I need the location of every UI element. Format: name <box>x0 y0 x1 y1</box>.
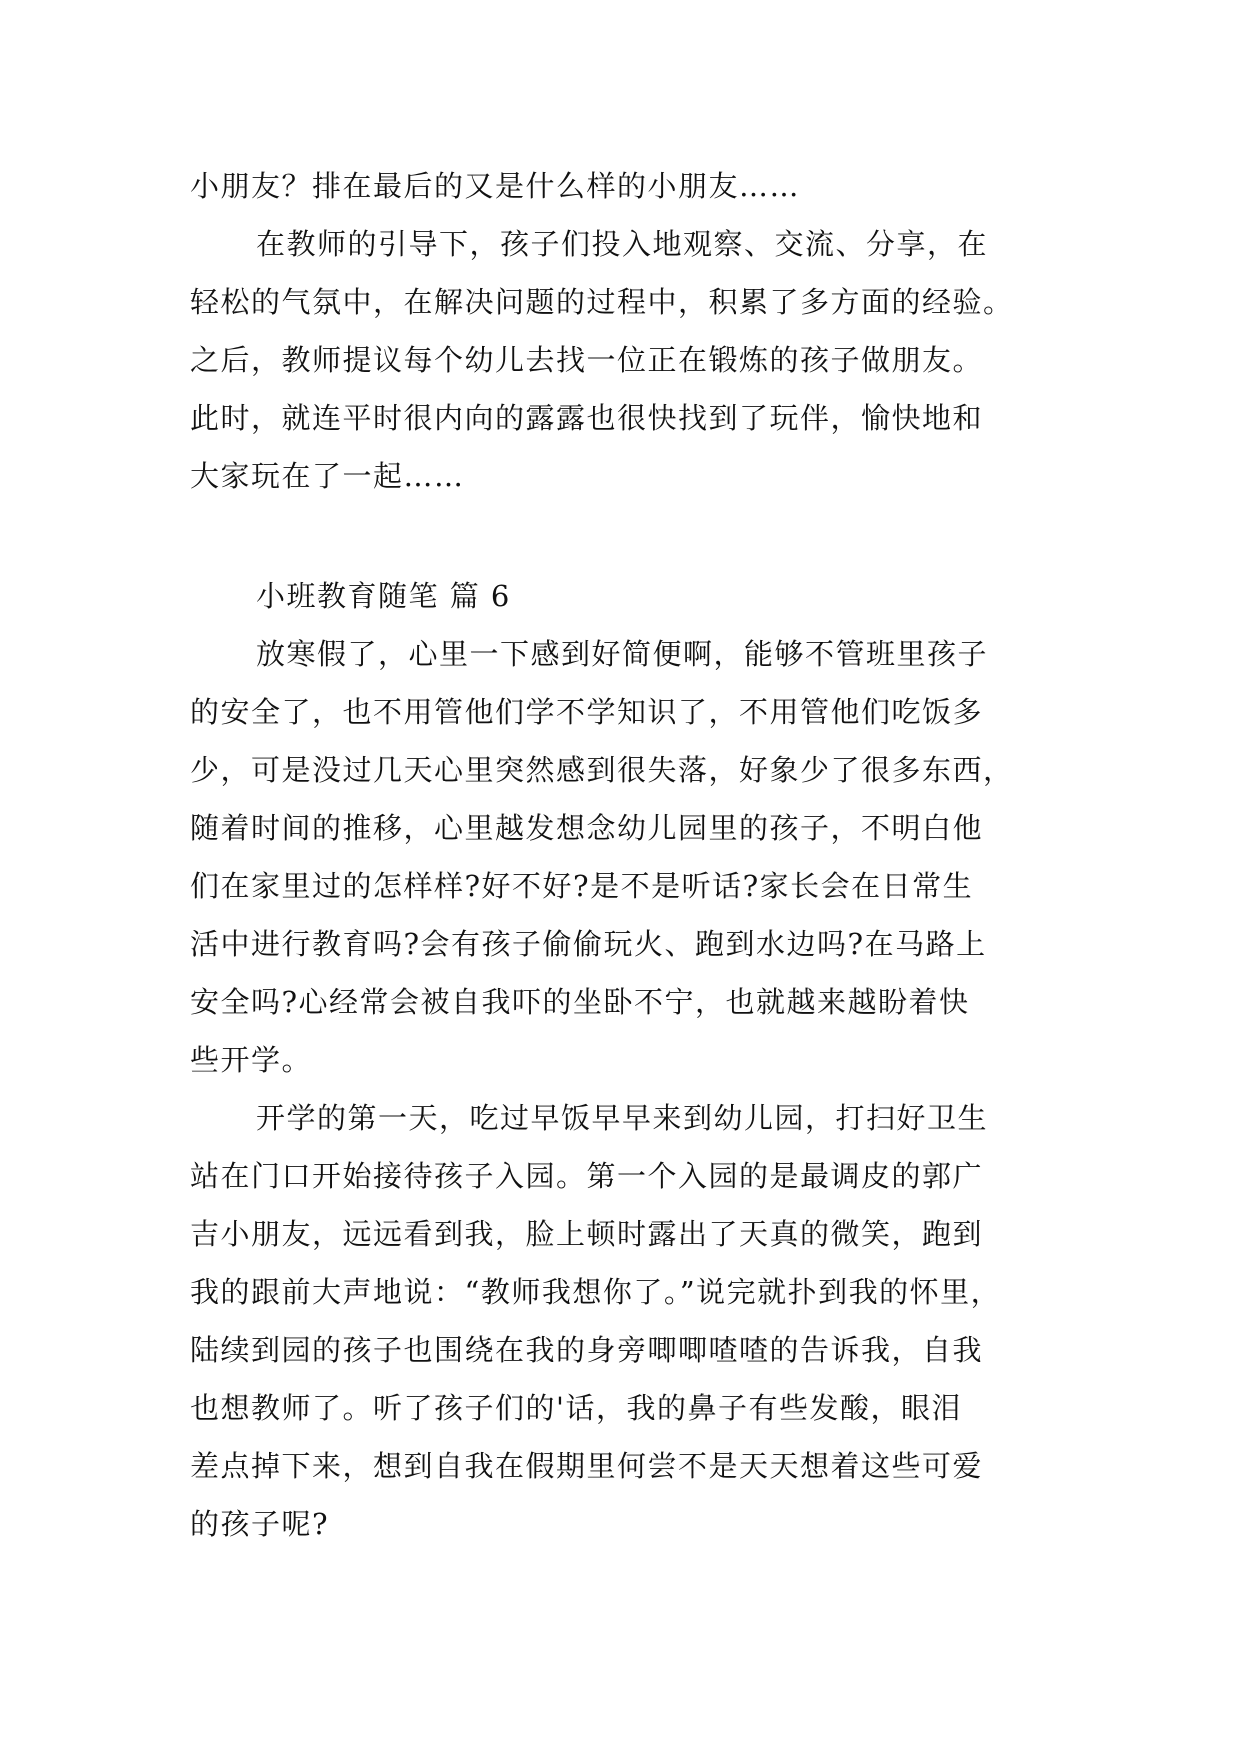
paragraph-line: 差点掉下来，想到自我在假期里何尝不是天天想着这些可爱 <box>190 1449 984 1483</box>
paragraph-line: 活中进行教育吗?会有孩子偷偷玩火、跑到水边吗?在马路上 <box>190 927 987 961</box>
paragraph-line: 站在门口开始接待孩子入园。第一个入园的是最调皮的郭广 <box>190 1159 984 1193</box>
paragraph-line: 轻松的气氛中，在解决问题的过程中，积累了多方面的经验。 <box>190 285 1014 319</box>
paragraph-line: 也想教师了。听了孩子们的'话，我的鼻子有些发酸，眼泪 <box>190 1391 962 1425</box>
paragraph-line: 随着时间的推移，心里越发想念幼儿园里的孩子，不明白他 <box>190 811 984 845</box>
paragraph-line: 此时，就连平时很内向的露露也很快找到了玩伴，愉快地和 <box>190 401 984 435</box>
paragraph-line: 在教师的引导下，孩子们投入地观察、交流、分享，在 <box>256 227 989 261</box>
paragraph-line: 之后，教师提议每个幼儿去找一位正在锻炼的孩子做朋友。 <box>190 343 984 377</box>
paragraph-line: 的孩子呢? <box>190 1507 330 1541</box>
section-heading: 小班教育随笔 篇 6 <box>256 579 511 613</box>
paragraph-line: 陆续到园的孩子也围绕在我的身旁唧唧喳喳的告诉我，自我 <box>190 1333 984 1367</box>
paragraph-line: 吉小朋友，远远看到我，脸上顿时露出了天真的微笑，跑到 <box>190 1217 984 1251</box>
paragraph-line: 些开学。 <box>190 1043 313 1077</box>
paragraph-line: 安全吗?心经常会被自我吓的坐卧不宁，也就越来越盼着快 <box>190 985 970 1019</box>
paragraph-line: 小朋友？排在最后的又是什么样的小朋友…… <box>190 169 801 203</box>
paragraph-line: 开学的第一天，吃过早饭早早来到幼儿园，打扫好卫生 <box>256 1101 989 1135</box>
paragraph-line: 放寒假了，心里一下感到好简便啊，能够不管班里孩子 <box>256 637 989 671</box>
paragraph-line: 大家玩在了一起…… <box>190 459 465 493</box>
paragraph-line: 们在家里过的怎样样?好不好?是不是听话?家长会在日常生 <box>190 869 974 903</box>
paragraph-line: 我的跟前大声地说：“教师我想你了。”说完就扑到我的怀里， <box>190 1275 1002 1309</box>
paragraph-line: 的安全了，也不用管他们学不学知识了，不用管他们吃饭多 <box>190 695 984 729</box>
paragraph-line: 少，可是没过几天心里突然感到很失落，好象少了很多东西， <box>190 753 1014 787</box>
